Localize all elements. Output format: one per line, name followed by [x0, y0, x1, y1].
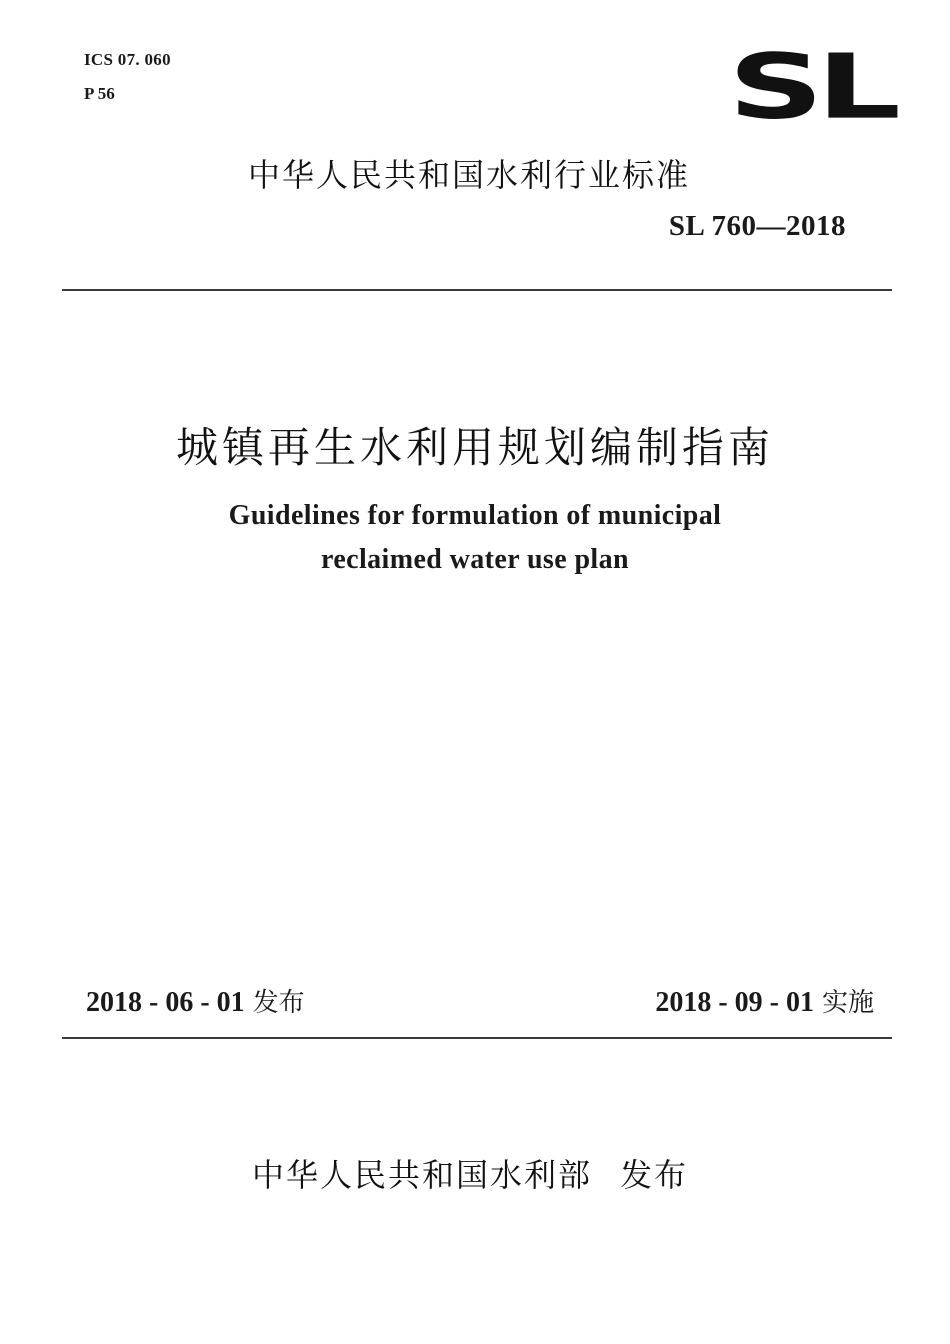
- title-english: [0, 494, 950, 582]
- classification-code: P 56: [84, 84, 115, 103]
- top-divider: [62, 289, 892, 291]
- implement-label: 实施: [821, 988, 874, 1018]
- publisher-action: 发布: [620, 1156, 689, 1194]
- issue-label: 发布: [252, 988, 305, 1018]
- title-english-line-2: reclaimed water use plan: [321, 544, 629, 575]
- implement-date: 2018 - 09 - 01: [655, 987, 814, 1018]
- sl-logo: SL: [728, 34, 894, 140]
- title-english-line-1: Guidelines for formulation of municipal: [228, 500, 722, 531]
- standard-type: 中华人民共和国水利行业标准: [248, 156, 691, 194]
- issue-date: 2018 - 06 - 01: [86, 987, 245, 1018]
- bottom-divider: [62, 1037, 892, 1039]
- issue-date-block: [86, 982, 305, 1019]
- publisher-name: 中华人民共和国水利部: [252, 1156, 593, 1194]
- title-chinese: 城镇再生水利用规划编制指南: [175, 423, 774, 472]
- standard-code: SL 760—2018: [668, 210, 846, 242]
- ics-code: ICS 07. 060: [84, 50, 171, 69]
- implement-date-block: [655, 982, 874, 1019]
- publisher-block: [252, 1150, 688, 1196]
